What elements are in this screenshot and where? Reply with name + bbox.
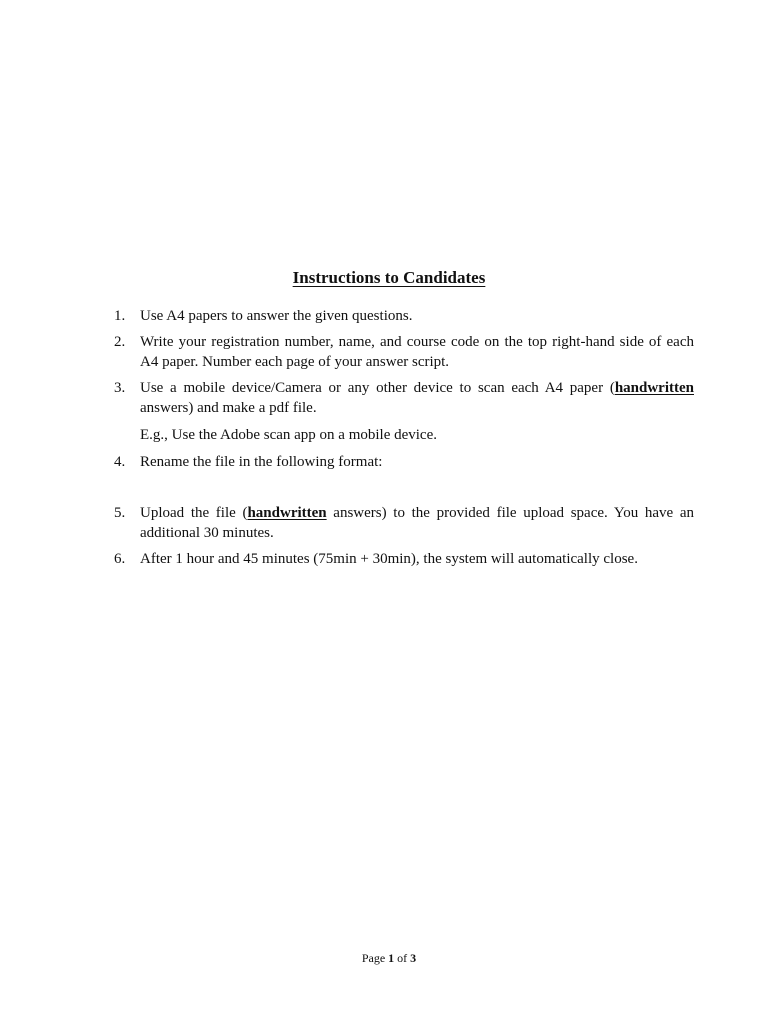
item-text: Rename the file in the following format: — [140, 454, 383, 470]
item-text-end: answers) to the provided file upload space. You have an additional 30 minutes. — [140, 505, 694, 541]
list-item — [114, 503, 694, 543]
item-number: 2. — [114, 334, 126, 350]
list-item — [114, 378, 694, 418]
item-text — [140, 378, 694, 418]
list-item — [114, 452, 694, 472]
item-text — [140, 503, 694, 543]
item-text: After 1 hour and 45 minutes (75min + 30min), the system will automatically close. — [140, 551, 638, 567]
item-number: 1. — [114, 308, 126, 324]
item-text-end: answers) and make a pdf file. — [140, 400, 317, 416]
total-page-count: 3 — [410, 951, 417, 965]
list-item — [114, 549, 694, 569]
item-number: 6. — [114, 551, 126, 567]
current-page-number: 1 — [388, 951, 395, 965]
list-item — [114, 306, 694, 326]
item-text-start: Use a mobile device/Camera or any other device to scan each A4 paper ( — [140, 380, 615, 396]
item-text: Write your registration number, name, and course code on the top right-hand side of each A4 paper. Number each page of your answer script. — [140, 334, 694, 370]
handwritten-emphasis: handwritten — [614, 380, 694, 396]
of-label: of — [397, 951, 408, 965]
handwritten-emphasis: handwritten — [247, 505, 327, 521]
item-number: 5. — [114, 505, 126, 521]
page-title: Instructions to Candidates — [292, 268, 486, 287]
page-footer — [0, 951, 768, 966]
page-label: Page — [361, 951, 386, 965]
item-number: 3. — [114, 380, 126, 396]
item-text-start: Upload the file ( — [140, 505, 248, 521]
instruction-list — [114, 306, 694, 569]
item-number: 4. — [114, 454, 126, 470]
example-note: E.g., Use the Adobe scan app on a mobile device. — [140, 427, 437, 443]
list-item — [114, 332, 694, 372]
item-text: Use A4 papers to answer the given questions. — [140, 308, 413, 324]
